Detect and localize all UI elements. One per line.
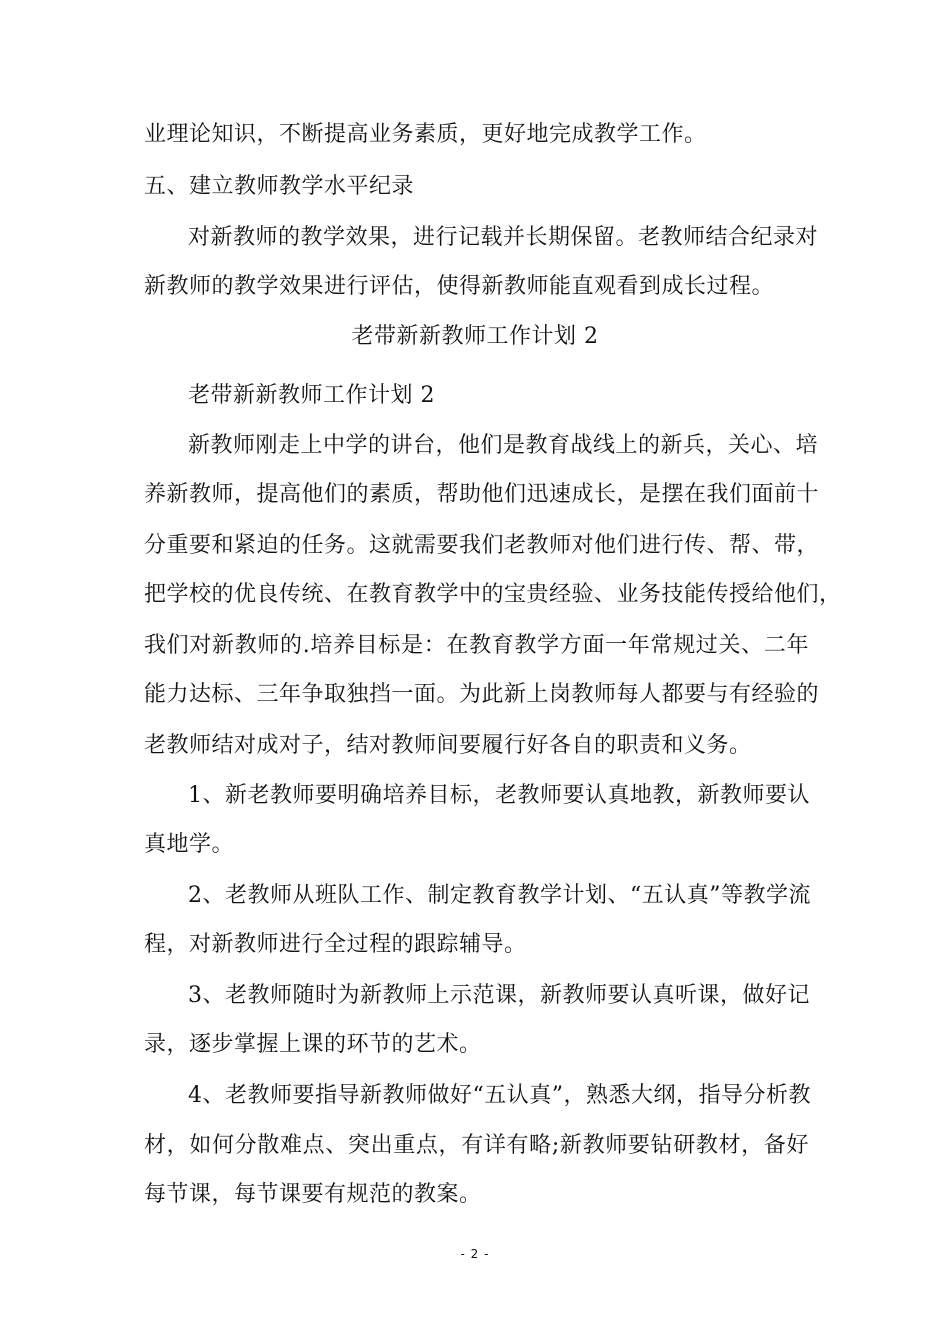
list-item-line: 材，如何分散难点、突出重点，有详有略;新教师要钻研教材，备好	[144, 1133, 809, 1158]
body-text-line: 分重要和紧迫的任务。这就需要我们老教师对他们进行传、帮、带，	[144, 533, 820, 558]
list-item-line: 1、新老教师要明确培养目标，老教师要认真地教，新教师要认	[188, 783, 810, 808]
list-item-line: 每节课，每节课要有规范的教案。	[144, 1182, 482, 1207]
body-text-line: 新教师刚走上中学的讲台，他们是教育战线上的新兵，关心、培	[188, 433, 819, 458]
subtitle-line: 老带新新教师工作计划 2	[188, 383, 435, 408]
body-text-line: 业理论知识，不断提高业务素质，更好地完成教学工作。	[144, 122, 707, 147]
body-text-line: 养新教师，提高他们的素质，帮助他们迅速成长，是摆在我们面前十	[144, 482, 820, 507]
document-title: 老带新新教师工作计划 2	[351, 324, 599, 349]
body-text-line: 我们对新教师的.培养目标是：在教育教学方面一年常规过关、二年	[144, 633, 809, 658]
page-number: - 2 -	[460, 1247, 490, 1261]
list-item-line: 程，对新教师进行全过程的跟踪辅导。	[144, 932, 527, 957]
body-text-line: 能力达标、三年争取独挡一面。为此新上岗教师每人都要与有经验的	[144, 682, 820, 707]
body-text-line: 新教师的教学效果进行评估，使得新教师能直观看到成长过程。	[144, 274, 775, 299]
body-text-line: 老教师结对成对子，结对教师间要履行好各自的职责和义务。	[144, 733, 752, 758]
body-text-line: 把学校的优良传统、在教育教学中的宝贵经验、业务技能传授给他们，	[144, 582, 842, 607]
list-item-line: 录，逐步掌握上课的环节的艺术。	[144, 1032, 482, 1057]
list-item-line: 2、老教师从班队工作、制定教育教学计划、“五认真”等教学流	[188, 883, 811, 908]
list-item-line: 4、老教师要指导新教师做好“五认真”，熟悉大纲，指导分析教	[188, 1083, 811, 1108]
list-item-line: 3、老教师随时为新教师上示范课，新教师要认真听课，做好记	[188, 983, 810, 1008]
body-text-line: 对新教师的教学效果，进行记载并长期保留。老教师结合纪录对	[188, 225, 819, 250]
list-item-line: 真地学。	[144, 832, 235, 857]
section-heading: 五、建立教师教学水平纪录	[144, 174, 415, 199]
